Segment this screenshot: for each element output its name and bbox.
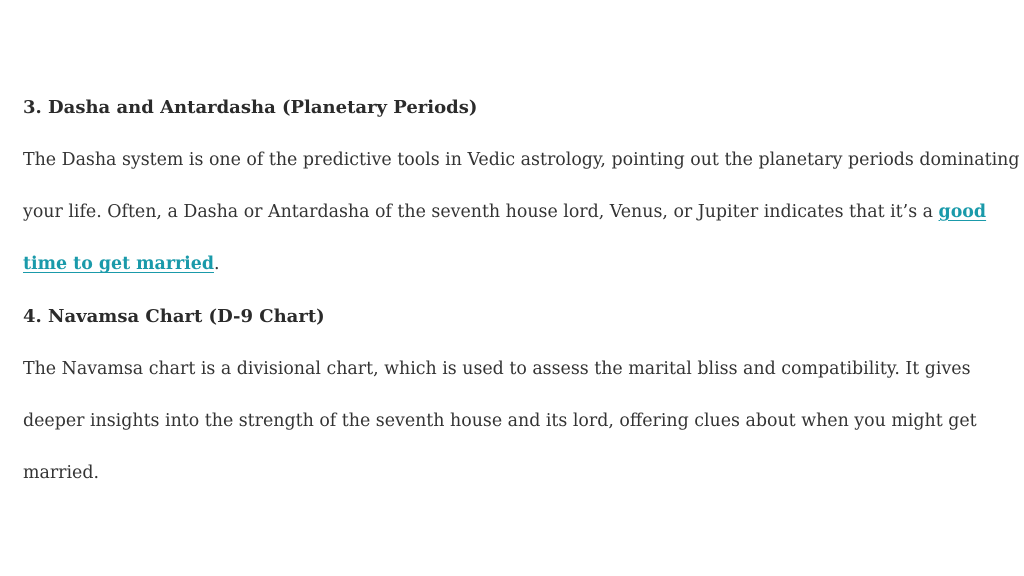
- paragraph-period: .: [213, 254, 220, 275]
- section-heading-dasha: 3. Dasha and Antardasha (Planetary Periods): [23, 97, 478, 118]
- paragraph-line: The Dasha system is one of the predictive tools in Vedic astrology, pointing out the planetary periods dominating: [23, 150, 1020, 170]
- good-time-to-get-married-link-continued[interactable]: time to get married: [23, 254, 214, 275]
- paragraph-line: The Navamsa chart is a divisional chart, which is used to assess the marital bliss and compatibility. It gives: [23, 358, 971, 379]
- paragraph-line: [23, 238, 1018, 290]
- good-time-to-get-married-link[interactable]: good: [938, 202, 987, 223]
- paragraph-text: your life. Often, a Dasha or Antardasha of the seventh house lord, Venus, or Jupiter indicates that it’s a: [23, 202, 939, 223]
- paragraph-line: [23, 186, 1018, 238]
- paragraph-navamsa: [23, 343, 1018, 500]
- paragraph-line: deeper insights into the strength of the seventh house and its lord, offering clues about when you might get: [23, 410, 977, 431]
- paragraph-dasha: [23, 134, 1018, 291]
- paragraph-line: married.: [23, 462, 99, 483]
- article-content: [23, 82, 1018, 499]
- section-heading-navamsa: 4. Navamsa Chart (D-9 Chart): [23, 305, 325, 327]
